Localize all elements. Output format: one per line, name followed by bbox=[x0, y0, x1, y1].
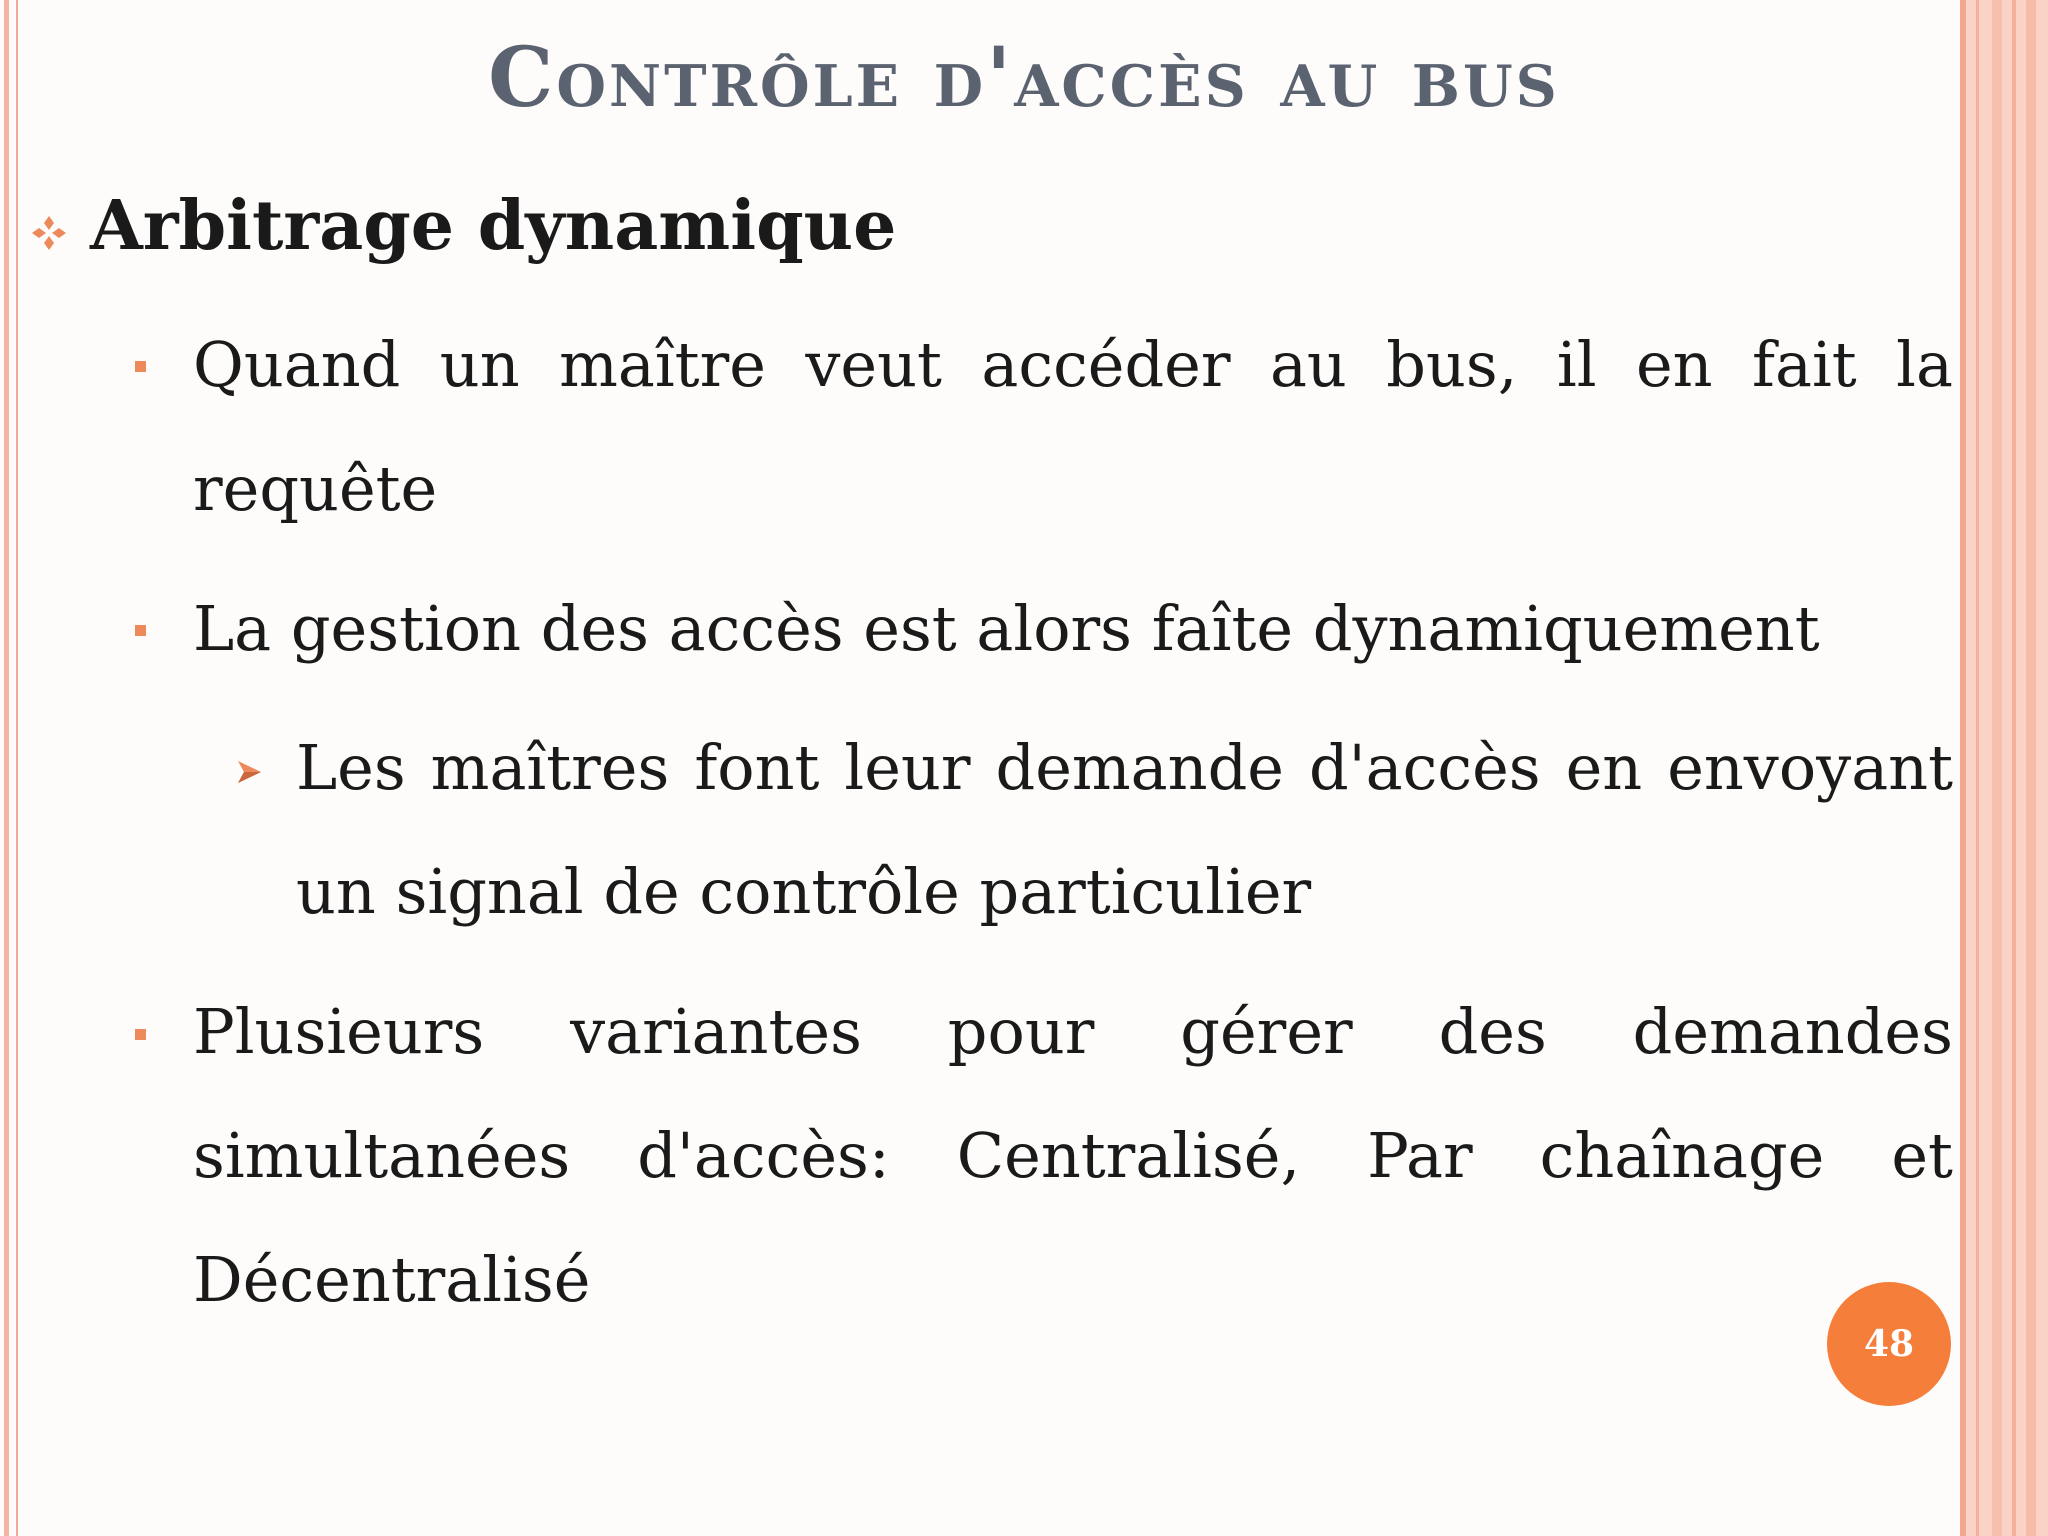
word: Centralisé, bbox=[956, 1119, 1301, 1192]
bullet-3-line-2 bbox=[193, 1094, 1953, 1218]
right-border-line bbox=[1976, 0, 1979, 1536]
slide-title: Contrôle d'accès au bus bbox=[488, 30, 1560, 126]
diamond-bullet-icon bbox=[30, 214, 68, 252]
bullet-2-line-1: La gestion des accès est alors faîte dynamiquement bbox=[193, 592, 1820, 665]
word: Par bbox=[1367, 1119, 1473, 1192]
bullet-3-line-1 bbox=[193, 970, 1953, 1094]
word: en bbox=[1635, 328, 1713, 401]
word: demande bbox=[995, 731, 1284, 804]
sub-bullet-line-2: un signal de contrôle particulier bbox=[296, 855, 1312, 928]
word: envoyant bbox=[1667, 731, 1953, 804]
word: pour bbox=[947, 995, 1095, 1068]
word: fait bbox=[1752, 328, 1857, 401]
word: et bbox=[1891, 1119, 1953, 1192]
word: il bbox=[1556, 328, 1597, 401]
word: maître bbox=[559, 328, 766, 401]
bullet-3-line-3: Décentralisé bbox=[193, 1243, 591, 1316]
word: d'accès: bbox=[637, 1119, 890, 1192]
bullet-paragraph-3 bbox=[193, 970, 1953, 1342]
left-border-line bbox=[16, 0, 18, 1536]
right-border-line bbox=[2012, 0, 2016, 1536]
bullet-paragraph-2 bbox=[193, 567, 1953, 691]
arrow-bullet-icon bbox=[234, 757, 264, 787]
word: un bbox=[439, 328, 520, 401]
sub-bullet-line-1 bbox=[296, 706, 1953, 830]
word: Les bbox=[296, 731, 406, 804]
square-bullet-icon bbox=[135, 625, 146, 636]
word: variantes bbox=[570, 995, 862, 1068]
bullet-paragraph-1 bbox=[193, 303, 1953, 551]
word: leur bbox=[844, 731, 971, 804]
word: demandes bbox=[1632, 995, 1953, 1068]
word: la bbox=[1896, 328, 1953, 401]
word: veut bbox=[805, 328, 942, 401]
sub-bullet-paragraph bbox=[296, 706, 1953, 954]
square-bullet-icon bbox=[135, 1029, 146, 1040]
word: des bbox=[1438, 995, 1547, 1068]
word: gérer bbox=[1180, 995, 1353, 1068]
word: d'accès bbox=[1308, 731, 1541, 804]
section-heading: Arbitrage dynamique bbox=[90, 186, 897, 266]
word: simultanées bbox=[193, 1119, 571, 1192]
left-border-line bbox=[4, 0, 9, 1536]
right-border-line bbox=[1960, 0, 1966, 1536]
right-border-line bbox=[2026, 0, 2036, 1536]
right-border-line bbox=[1992, 0, 2002, 1536]
word: font bbox=[694, 731, 820, 804]
page-number-badge: 48 bbox=[1827, 1282, 1951, 1406]
word: Plusieurs bbox=[193, 995, 485, 1068]
word: bus, bbox=[1386, 328, 1518, 401]
square-bullet-icon bbox=[135, 361, 146, 372]
bullet-1-line-2: requête bbox=[193, 452, 438, 525]
word: au bbox=[1269, 328, 1347, 401]
word: maîtres bbox=[430, 731, 670, 804]
word: accéder bbox=[981, 328, 1231, 401]
word: en bbox=[1565, 731, 1643, 804]
word: Quand bbox=[193, 328, 401, 401]
word: chaînage bbox=[1539, 1119, 1825, 1192]
bullet-1-line-1 bbox=[193, 303, 1953, 427]
